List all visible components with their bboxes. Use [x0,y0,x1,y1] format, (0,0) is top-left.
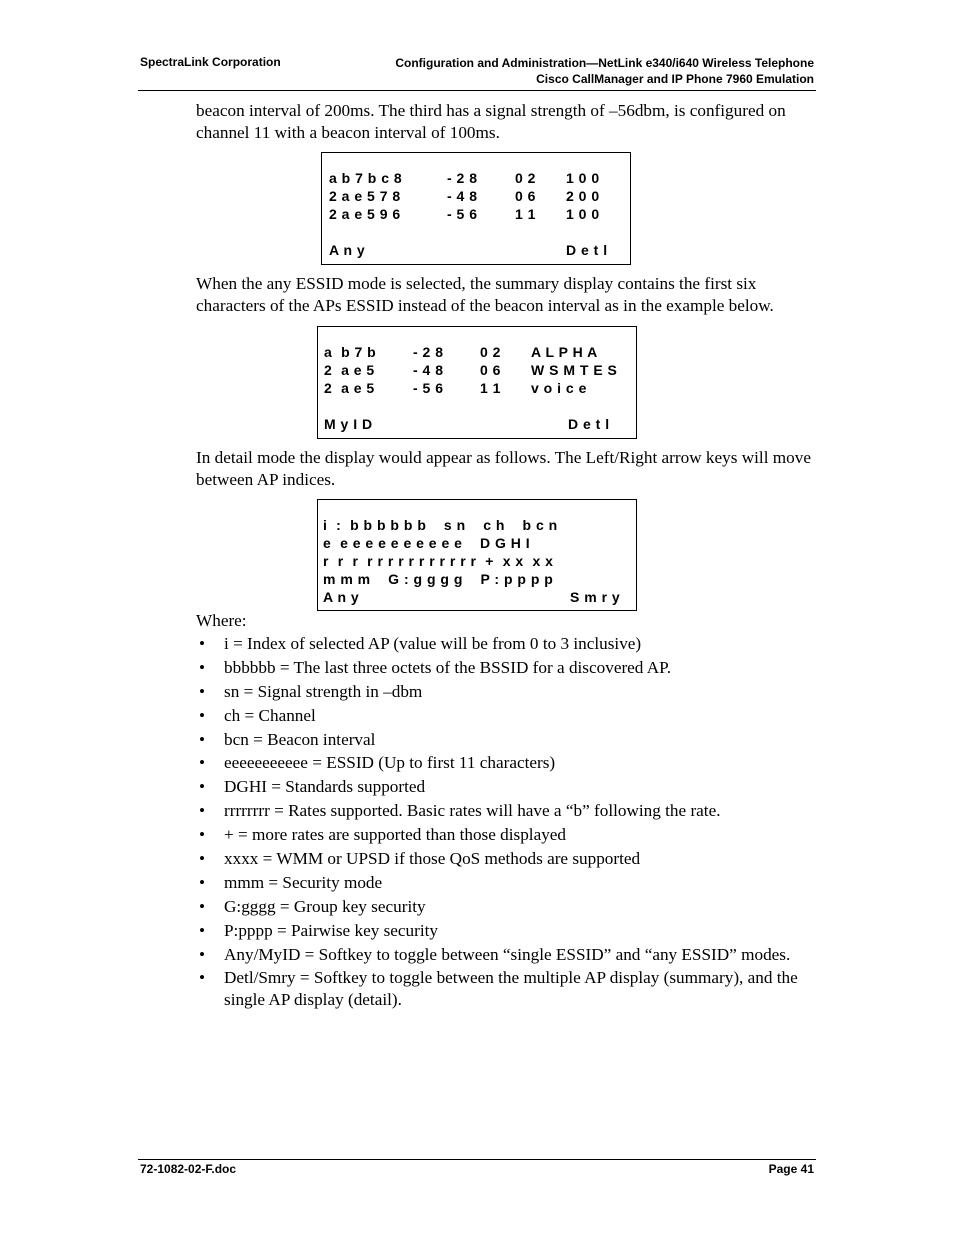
legend-list [196,633,821,1013]
display-signal: - 5 6 [447,206,478,222]
display-essid: v o i c e [531,380,587,396]
display-row: m m m G : g g g g P : p p p p [323,571,554,587]
bullet-icon: • [199,849,206,869]
display-bssid: 2 a e 5 [324,362,375,378]
display-signal: - 4 8 [447,188,478,204]
list-item [196,633,821,655]
display-softkey-row [322,241,608,259]
softkey-detl[interactable]: D e t l [566,242,608,258]
list-item [196,920,821,942]
display-row [322,205,600,223]
bullet-icon: • [199,920,206,940]
display-row: r r r r r r r r r r r r r r + x x x x [323,553,554,569]
display-row: i : b b b b b b s n c h b c n [323,517,558,533]
list-item-text: rrrrrrrr = Rates supported. Basic rates will have a “b” following the rate. [224,801,721,821]
display-channel: 0 6 [480,362,501,378]
paragraph-detail-mode: In detail mode the display would appear as follows. The Left/Right arrow keys will move between AP indices. [196,448,811,489]
display-row: e e e e e e e e e e e D G H I [323,535,531,551]
list-item [196,872,821,894]
display-bssid: 2 a e 5 7 8 [329,188,401,204]
list-item [196,824,821,846]
softkey-smry[interactable]: S m r y [570,589,621,605]
softkey-detl[interactable]: D e t l [568,416,610,432]
display-row [322,169,600,187]
list-item [196,657,821,679]
list-item-text: G:gggg = Group key security [224,896,426,916]
display-channel: 1 1 [515,206,536,222]
where-label: Where: [196,611,247,630]
display-channel: 0 2 [515,170,536,186]
display-signal: - 2 8 [447,170,478,186]
display-bssid: a b 7 b [324,344,377,360]
list-item-text: DGHI = Standards supported [224,777,426,797]
bullet-icon: • [199,872,206,892]
header-title-line2: Cisco CallManager and IP Phone 7960 Emulation [536,72,814,86]
display-row [318,379,587,397]
display-row [318,343,598,361]
list-item-text: mmm = Security mode [224,872,383,892]
list-item [196,967,821,1010]
list-item [196,776,821,798]
display-beacon: 1 0 0 [566,206,600,222]
list-item-text: Detl/Smry = Softkey to toggle between the multiple AP display (summary), and the single AP display (detail). [224,968,798,1009]
list-item-text: + = more rates are supported than those displayed [224,825,567,845]
bullet-icon: • [199,944,206,964]
bullet-icon: • [199,896,206,916]
softkey-myid[interactable]: M y I D [324,416,373,432]
display-softkey-row [318,415,610,433]
header-company: SpectraLink Corporation [140,55,281,69]
footer-page-number: Page 41 [768,1162,814,1176]
display-row [318,361,618,379]
display-essid: W S M T E S [531,362,618,378]
footer-divider [138,1159,816,1160]
list-item-text: sn = Signal strength in –dbm [224,681,423,701]
paragraph-beacon-interval: beacon interval of 200ms. The third has a signal strength of –56dbm, is configured on channel 11 with a beacon interval of 100ms. [196,101,786,142]
summary-display-any-essid [317,326,637,439]
display-bssid: 2 a e 5 [324,380,375,396]
list-item-text: eeeeeeeeeee = ESSID (Up to first 11 characters) [224,753,556,773]
display-signal: - 4 8 [413,362,444,378]
bullet-icon: • [199,729,206,749]
list-item [196,944,821,966]
bullet-icon: • [199,634,206,653]
header-title-line1: Configuration and Administration—NetLink e340/i640 Wireless Telephone [395,56,814,70]
softkey-any[interactable]: A n y [329,242,366,258]
list-item-text: Any/MyID = Softkey to toggle between “single ESSID” and “any ESSID” modes. [224,944,791,964]
list-item-text: ch = Channel [224,705,316,725]
display-beacon: 1 0 0 [566,170,600,186]
list-item [196,800,821,822]
bullet-icon: • [199,801,206,821]
detail-display [317,499,637,611]
display-channel: 1 1 [480,380,501,396]
display-essid: A L P H A [531,344,598,360]
list-item-text: bbbbbb = The last three octets of the BSSID for a discovered AP. [224,657,672,677]
bullet-icon: • [199,968,206,988]
bullet-icon: • [199,753,206,773]
paragraph-any-essid: When the any ESSID mode is selected, the summary display contains the first six characters of the APs ESSID instead of the beacon interval as in the example below. [196,274,774,315]
list-item-text: P:pppp = Pairwise key security [224,920,439,940]
header-divider [138,90,816,91]
list-item [196,848,821,870]
display-softkey-row [318,588,621,606]
bullet-icon: • [199,681,206,701]
list-item [196,896,821,918]
list-item [196,681,821,703]
list-item [196,729,821,751]
display-bssid: 2 a e 5 9 6 [329,206,401,222]
summary-display-single-essid [321,152,631,265]
softkey-any[interactable]: A n y [323,589,360,605]
list-item [196,705,821,727]
header-title [395,55,814,87]
display-signal: - 5 6 [413,380,444,396]
list-item-text: bcn = Beacon interval [224,729,376,749]
display-beacon: 2 0 0 [566,188,600,204]
bullet-icon: • [199,705,206,725]
list-item-text: xxxx = WMM or UPSD if those QoS methods are supported [224,849,641,869]
display-channel: 0 6 [515,188,536,204]
bullet-icon: • [199,777,206,797]
footer-doc-id: 72-1082-02-F.doc [140,1162,237,1176]
display-channel: 0 2 [480,344,501,360]
list-item-text: i = Index of selected AP (value will be from 0 to 3 inclusive) [224,634,642,653]
display-row [322,187,600,205]
list-item [196,752,821,774]
display-bssid: a b 7 b c 8 [329,170,403,186]
bullet-icon: • [199,657,206,677]
bullet-icon: • [199,825,206,845]
display-signal: - 2 8 [413,344,444,360]
